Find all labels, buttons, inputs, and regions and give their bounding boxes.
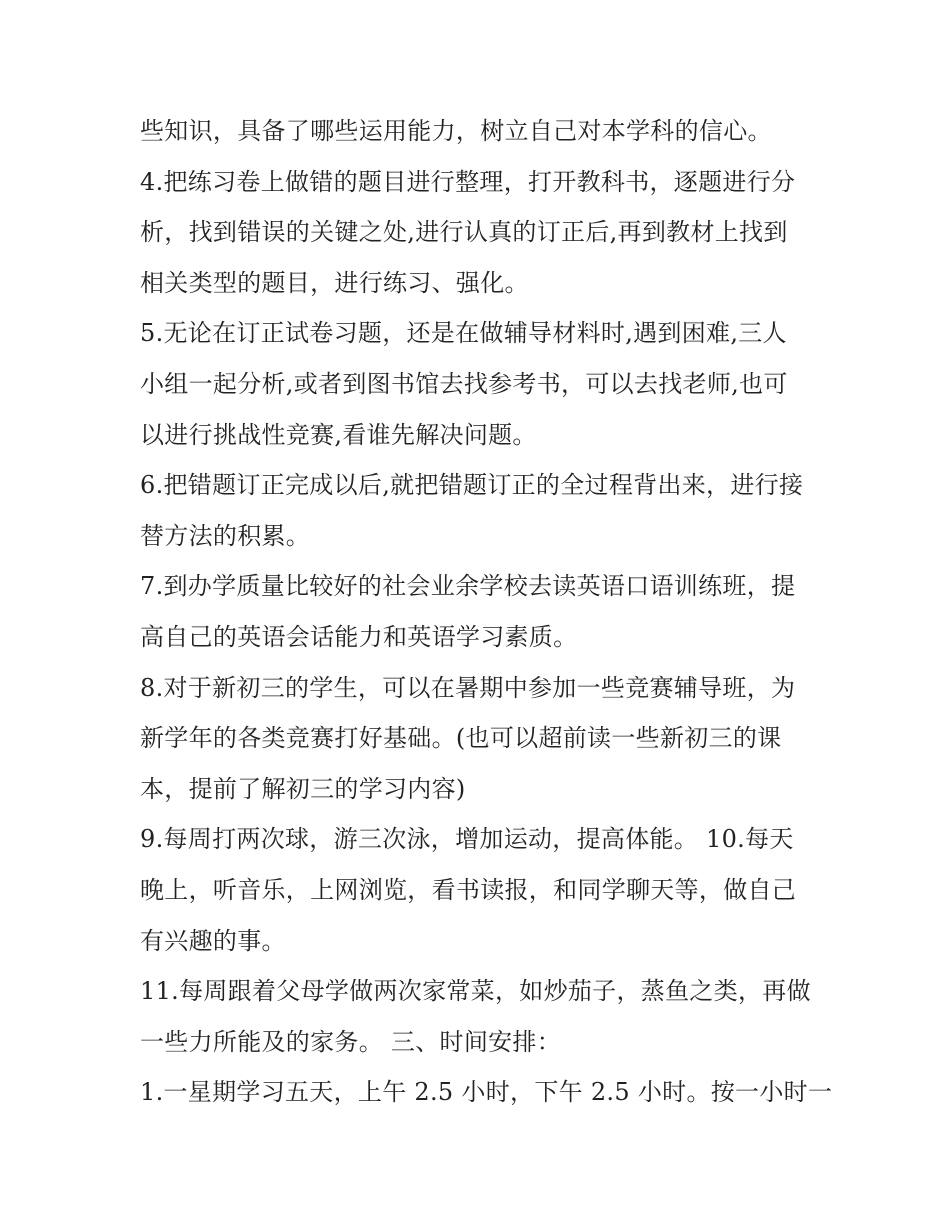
text-line: 有兴趣的事。 xyxy=(140,926,286,955)
text-line: 9.每周打两次球，游三次泳，增加运动，提高体能。 10.每天 xyxy=(140,825,794,854)
text-line: 1.一星期学习五天，上午 2.5 小时，下午 2.5 小时。按一小时一 xyxy=(140,1078,833,1107)
text-line: 些知识，具备了哪些运用能力，树立自己对本学科的信心。 xyxy=(140,117,772,145)
text-line: 相关类型的题目，进行练习、强化。 xyxy=(140,268,529,297)
text-line: 新学年的各类竞赛打好基础。(也可以超前读一些新初三的课 xyxy=(140,724,782,753)
document-body xyxy=(140,106,833,1118)
text-line: 11.每周跟着父母学做两次家常菜，如炒茄子，蒸鱼之类，再做 xyxy=(140,977,811,1006)
text-line: 5.无论在订正试卷习题，还是在做辅导材料时,遇到困难,三人 xyxy=(140,319,787,348)
text-line: 4.把练习卷上做错的题目进行整理，打开教科书，逐题进行分 xyxy=(140,167,796,196)
text-line: 高自己的英语会话能力和英语学习素质。 xyxy=(140,622,578,651)
text-line: 8.对于新初三的学生，可以在暑期中参加一些竞赛辅导班，为 xyxy=(140,673,796,702)
text-line: 一些力所能及的家务。 三、时间安排： xyxy=(140,1027,562,1056)
text-line: 晚上，听音乐，上网浏览，看书读报，和同学聊天等，做自己 xyxy=(140,875,797,904)
text-line: 替方法的积累。 xyxy=(140,521,311,550)
text-line: 7.到办学质量比较好的社会业余学校去读英语口语训练班，提 xyxy=(140,572,796,601)
text-line: 析，找到错误的关键之处,进行认真的订正后,再到教材上找到 xyxy=(140,218,788,247)
text-line: 6.把错题订正完成以后,就把错题订正的全过程背出来，进行接 xyxy=(140,471,804,500)
text-line: 小组一起分析,或者到图书馆去找参考书，可以去找老师,也可 xyxy=(140,369,788,398)
text-line: 以进行挑战性竞赛,看谁先解决问题。 xyxy=(140,420,537,449)
text-line: 本，提前了解初三的学习内容) xyxy=(140,774,466,803)
